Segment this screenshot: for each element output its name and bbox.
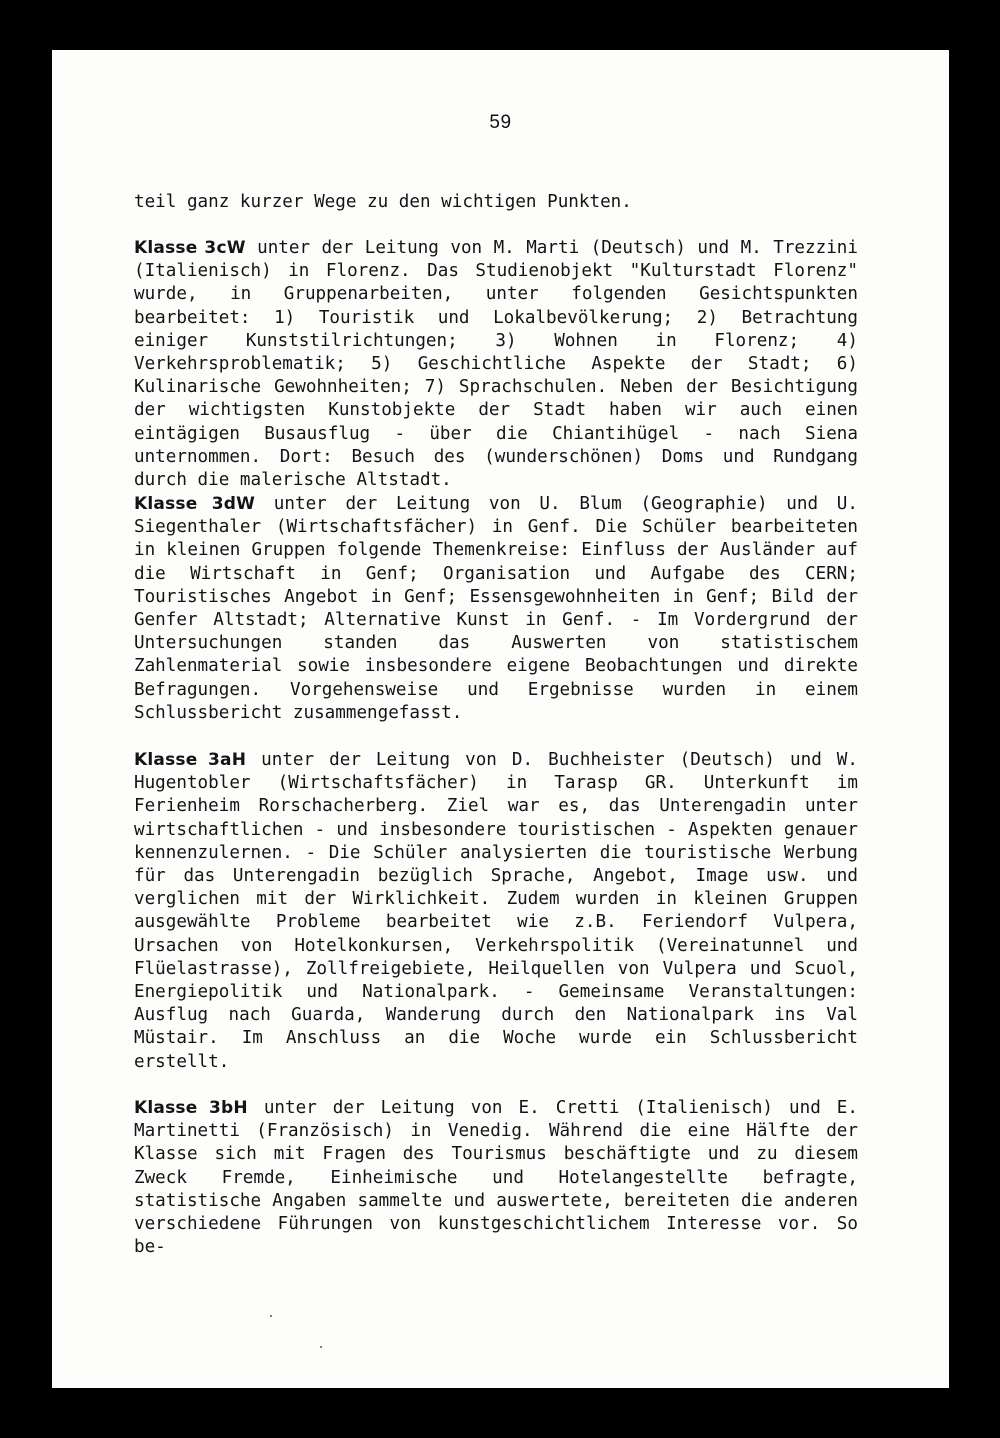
section-paragraph bbox=[134, 1097, 858, 1259]
document-page bbox=[52, 50, 949, 1388]
section-paragraph bbox=[134, 237, 858, 492]
section-text: unter der Leitung von E. Cretti (Italienisch) und E. Martinetti (Französisch) in Venedig. Während die eine Hälfte der Klasse sich mit Fragen des Tourismus beschäftigte und zu diesem Zweck Fremde, Einheimische und Hotelangestellte befragte, statistische Angaben sammelte und auswertete, bereiteten die anderen verschiedene Führungen von kunstgeschichtlichem Interesse vor. So be- bbox=[134, 1098, 858, 1258]
class-heading: Klasse 3dW bbox=[134, 494, 256, 514]
class-heading: Klasse 3cW bbox=[134, 238, 246, 258]
section-paragraph bbox=[134, 493, 858, 725]
section-klasse-3bh bbox=[134, 1097, 858, 1259]
class-heading: Klasse 3bH bbox=[134, 1098, 248, 1118]
section-klasse-3dw bbox=[134, 493, 858, 725]
page-number: 59 bbox=[489, 112, 512, 133]
scan-speck bbox=[320, 1346, 322, 1348]
section-text: unter der Leitung von U. Blum (Geographie) und U. Siegenthaler (Wirtschaftsfächer) in Genf. Die Schüler bearbeiteten in kleinen Gruppen folgende Themenkreise: Einfluss der Ausländer auf die Wirtschaft in Genf; Organisation und Aufgabe des CERN; Touristisches Angebot in Genf; Essensgewohnheiten in Genf; Bild der Genfer Altstadt; Alternative Kunst in Genf. - Im Vordergrund der Untersuchungen standen das Auswerten von statistischem Zahlenmaterial sowie insbesondere eigene Beobachtungen und direkte Befragungen. Vorgehensweise und Ergebnisse wurden in einem Schlussbericht zusammengefasst. bbox=[134, 494, 858, 723]
class-heading: Klasse 3aH bbox=[134, 750, 247, 770]
section-text: unter der Leitung von M. Marti (Deutsch) und M. Trezzini (Italienisch) in Florenz. Das Studienobjekt "Kulturstadt Florenz" wurde, in Gruppenarbeiten, unter folgenden Gesichtspunkten bearbeitet: 1) Touristik und Lokalbevölkerung; 2) Betrachtung einiger Kunststilrichtungen; 3) Wohnen in Florenz; 4) Verkehrsproblematik; 5) Geschichtliche Aspekte der Stadt; 6) Kulinarische Gewohnheiten; 7) Sprachschulen. Neben der Besichtigung der wichtigsten Kunstobjekte der Stadt haben wir auch einen eintägigen Busausflug - über die Chiantihügel - nach Siena unternommen. Dort: Besuch des (wunderschönen) Doms und Rundgang durch die malerische Altstadt. bbox=[134, 238, 858, 491]
scan-speck bbox=[270, 1315, 272, 1317]
section-klasse-3ah bbox=[134, 749, 858, 1074]
intro-text: teil ganz kurzer Wege zu den wichtigen Punkten. bbox=[134, 192, 632, 212]
intro-paragraph bbox=[134, 191, 858, 214]
section-klasse-3cw bbox=[134, 237, 858, 492]
section-paragraph bbox=[134, 749, 858, 1074]
section-text: unter der Leitung von D. Buchheister (Deutsch) und W. Hugentobler (Wirtschaftsfächer) in Tarasp GR. Unterkunft im Ferienheim Rorschacherberg. Ziel war es, das Unterengadin unter wirtschaftlichen - und insbesondere touristischen - Aspekten genauer kennenzulernen. - Die Schüler analysierten die touristische Werbung für das Unterengadin bezüglich Sprache, Angebot, Image usw. und verglichen mit der Wirklichkeit. Zudem wurden in kleinen Gruppen ausgewählte Probleme bearbeitet wie z.B. Feriendorf Vulpera, Ursachen von Hotelkonkursen, Verkehrspolitik (Vereinatunnel und Flüelastrasse), Zollfreigebiete, Heilquellen von Vulpera und Scuol, Energiepolitik und Nationalpark. - Gemeinsame Veranstaltungen: Ausflug nach Guarda, Wanderung durch den Nationalpark ins Val Müstair. Im Anschluss an die Woche wurde ein Schlussbericht erstellt. bbox=[134, 750, 858, 1072]
